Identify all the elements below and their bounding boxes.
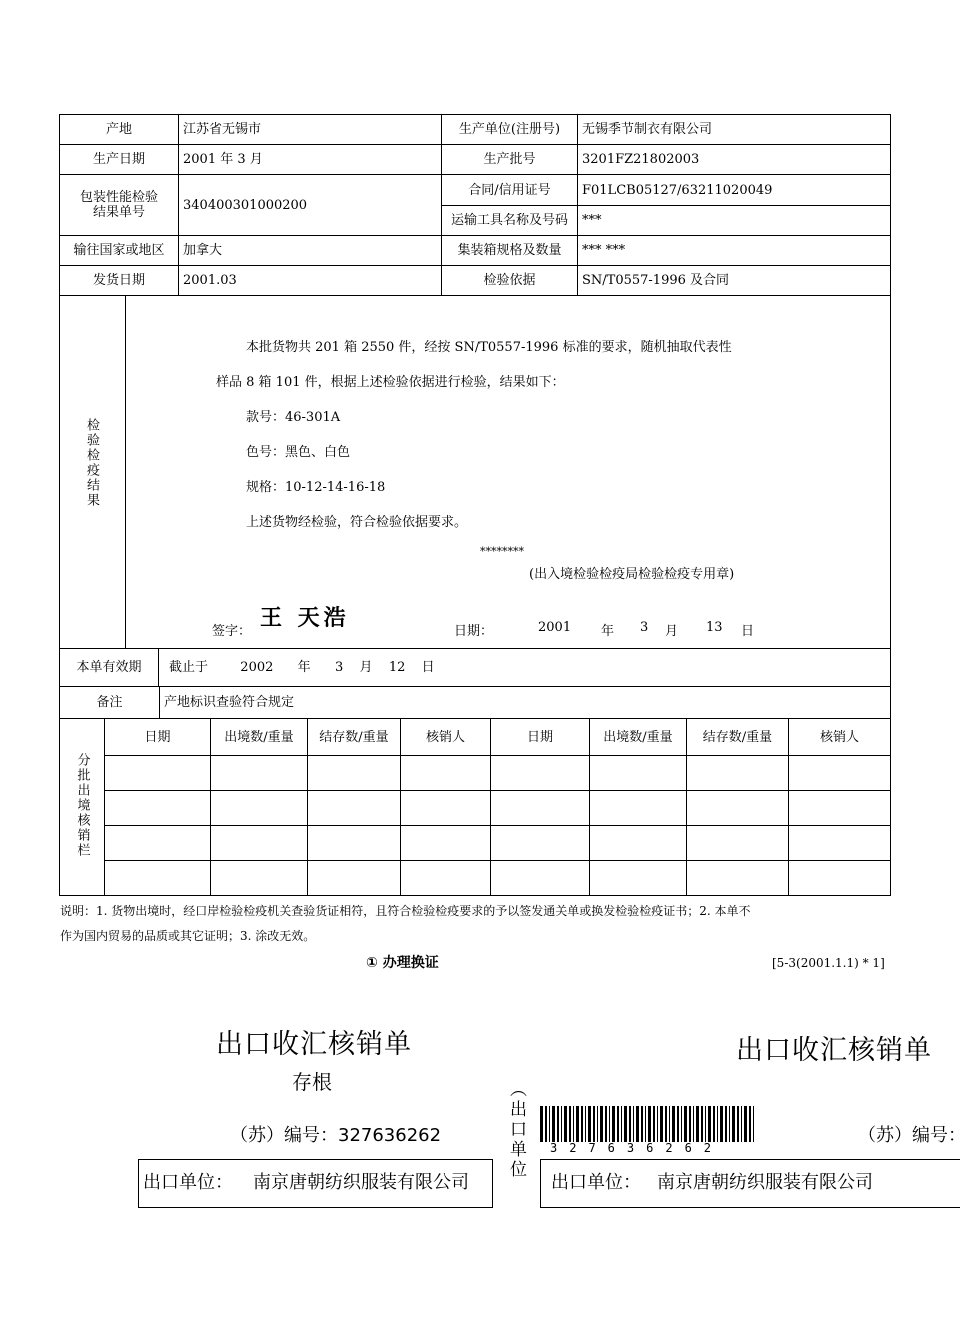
barcode-bar xyxy=(540,1106,543,1142)
dest-label: 输往国家或地区 xyxy=(60,236,179,266)
date-month: 3 xyxy=(640,620,649,635)
barcode-bar xyxy=(696,1106,699,1142)
pkg-label: 包装性能检验结果单号 xyxy=(60,175,179,236)
result-line-4: 色号：黑色、白色 xyxy=(246,445,351,460)
barcode-bar xyxy=(689,1106,691,1142)
barcode-bars xyxy=(540,1106,758,1142)
batch-header-stock-2: 结存数/重量 xyxy=(687,719,789,756)
barcode-bar xyxy=(684,1106,687,1142)
barcode-bar xyxy=(569,1106,571,1142)
barcode-bar xyxy=(588,1106,591,1142)
transport-value: *** xyxy=(578,206,891,236)
barcode-bar xyxy=(665,1106,667,1142)
exporter-box-left xyxy=(138,1159,493,1208)
origin-value: 江苏省无锡市 xyxy=(179,115,442,145)
dest-value: 加拿大 xyxy=(179,236,442,266)
result-label: 检验检疫结果 xyxy=(84,418,99,508)
barcode-bar xyxy=(629,1106,631,1142)
remarks-value: 产地标识查验符合规定 xyxy=(160,687,891,719)
batch-header-officer-2: 核销人 xyxy=(789,719,891,756)
barcode-bar xyxy=(633,1106,634,1142)
voucher-side-text: （出口单位 xyxy=(506,1080,526,1180)
barcode-bar xyxy=(705,1106,706,1142)
barcode-bar xyxy=(576,1106,579,1142)
manufacturer-value: 无锡季节制衣有限公司 xyxy=(578,115,891,145)
result-line-1: 本批货物共 201 箱 2550 件，经按 SN/T0557-1996 标准的要求，随机抽取代表性 xyxy=(246,340,732,355)
barcode-bar xyxy=(720,1106,723,1142)
barcode-bar xyxy=(585,1106,586,1142)
voucher-number-label: （苏）编号： xyxy=(230,1125,338,1146)
barcode-bar xyxy=(593,1106,595,1142)
barcode-bar xyxy=(648,1106,651,1142)
barcode-bar xyxy=(645,1106,646,1142)
remarks-label: 备注 xyxy=(60,687,160,719)
batch-header-stock-1: 结存数/重量 xyxy=(308,719,401,756)
pkg-value: 340400301000200 xyxy=(179,175,442,236)
batch-header-exit-2: 出境数/重量 xyxy=(590,719,687,756)
barcode-bar xyxy=(653,1106,655,1142)
exporter-value: 南京唐朝纺织服装有限公司 xyxy=(253,1172,469,1193)
barcode-bar xyxy=(624,1106,627,1142)
barcode xyxy=(540,1106,758,1156)
contract-value: F01LCB05127/63211020049 xyxy=(578,175,891,206)
barcode-bar xyxy=(741,1106,742,1142)
validity-prefix: 截止于 xyxy=(169,660,209,675)
table-row xyxy=(60,791,891,826)
exporter-box-right xyxy=(540,1159,960,1208)
barcode-bar xyxy=(552,1106,555,1142)
voucher-number-value: 327636262 xyxy=(338,1125,442,1146)
voucher-title-left: 出口收汇核销单 xyxy=(216,1029,412,1060)
result-line-6: 上述货物经检验，符合检验依据要求。 xyxy=(246,515,468,530)
barcode-bar xyxy=(693,1106,694,1142)
stars: ******** xyxy=(480,545,524,558)
barcode-bar xyxy=(600,1106,603,1142)
barcode-bar xyxy=(749,1106,751,1142)
validity-year-char: 年 xyxy=(297,660,311,675)
barcode-bar xyxy=(657,1106,658,1142)
contract-label: 合同/信用证号 xyxy=(442,175,578,206)
form-code: [5-3(2001.1.1) * 1] xyxy=(772,956,885,970)
result-divider xyxy=(125,296,126,649)
basis-value: SN/T0557-1996 及合同 xyxy=(578,266,891,296)
batch-header-officer-1: 核销人 xyxy=(401,719,491,756)
date-year: 2001 xyxy=(538,620,572,635)
barcode-bar xyxy=(597,1106,598,1142)
table-row xyxy=(60,826,891,861)
barcode-bar xyxy=(701,1106,703,1142)
barcode-bar xyxy=(708,1106,711,1142)
barcode-bar xyxy=(605,1106,607,1142)
barcode-bar xyxy=(545,1106,547,1142)
barcode-bar xyxy=(737,1106,739,1142)
batch-exit-label: 分批出境核销栏 xyxy=(60,719,105,896)
month-char: 月 xyxy=(665,624,679,639)
batch-value: 3201FZ21802003 xyxy=(578,145,891,175)
note-line-2: 作为国内贸易的品质或其它证明；3. 涂改无效。 xyxy=(60,929,316,943)
result-line-5: 规格：10-12-14-16-18 xyxy=(246,480,386,495)
barcode-digits: 327636262 xyxy=(550,1141,724,1155)
certificate-table xyxy=(59,114,891,296)
seal-text: (出入境检验检疫局检验检疫专用章) xyxy=(529,567,735,582)
barcode-bar xyxy=(561,1106,562,1142)
table-row xyxy=(60,756,891,791)
voucher-number-left xyxy=(230,1121,441,1147)
barcode-bar xyxy=(725,1106,727,1142)
validity-month-char: 月 xyxy=(359,660,373,675)
exporter-label: 出口单位： xyxy=(143,1172,233,1193)
barcode-bar xyxy=(753,1106,754,1142)
barcode-bar xyxy=(660,1106,663,1142)
barcode-bar xyxy=(717,1106,718,1142)
prod-date-value: 2001 年 3 月 xyxy=(179,145,442,175)
basis-label: 检验依据 xyxy=(442,266,578,296)
exporter-label-right: 出口单位： xyxy=(551,1172,641,1193)
barcode-bar xyxy=(609,1106,610,1142)
ship-date-label: 发货日期 xyxy=(60,266,179,296)
container-label: 集装箱规格及数量 xyxy=(442,236,578,266)
prod-date-label: 生产日期 xyxy=(60,145,179,175)
validity-label: 本单有效期 xyxy=(60,649,159,687)
signature: 王 天浩 xyxy=(260,606,350,631)
barcode-bar xyxy=(713,1106,715,1142)
voucher-number-right: （苏）编号： xyxy=(858,1125,966,1146)
barcode-bar xyxy=(669,1106,670,1142)
batch-label: 生产批号 xyxy=(442,145,578,175)
validity-month: 3 xyxy=(334,660,344,675)
note-line-1: 说明：1. 货物出境时，经口岸检验检疫机关查验货证相符，且符合检验检疫要求的予以签发通关单或换发检验检疫证书；2. 本单不 xyxy=(60,904,751,918)
day-char: 日 xyxy=(741,624,755,639)
date-label: 日期： xyxy=(454,624,494,639)
barcode-bar xyxy=(732,1106,735,1142)
barcode-bar xyxy=(612,1106,615,1142)
validity-day-char: 日 xyxy=(421,660,435,675)
barcode-bar xyxy=(573,1106,574,1142)
batch-header-date-2: 日期 xyxy=(491,719,590,756)
batch-header-date-1: 日期 xyxy=(105,719,211,756)
exporter-value-right: 南京唐朝纺织服装有限公司 xyxy=(657,1172,873,1193)
table-row xyxy=(60,861,891,896)
batch-exit-table xyxy=(59,718,891,896)
circle-label: ① 办理换证 xyxy=(366,955,439,971)
validity-table xyxy=(59,648,891,687)
origin-label: 产地 xyxy=(60,115,179,145)
barcode-bar xyxy=(744,1106,747,1142)
barcode-bar xyxy=(636,1106,639,1142)
container-value: *** *** xyxy=(578,236,891,266)
barcode-bar xyxy=(641,1106,643,1142)
year-char: 年 xyxy=(601,624,615,639)
validity-day: 12 xyxy=(388,660,406,675)
barcode-bar xyxy=(581,1106,583,1142)
voucher-stub-label: 存根 xyxy=(292,1070,332,1094)
date-day: 13 xyxy=(706,620,723,635)
validity-year: 2002 xyxy=(240,660,274,675)
sign-label: 签字： xyxy=(212,624,252,639)
voucher-title-right: 出口收汇核销单 xyxy=(736,1035,932,1066)
result-line-2: 样品 8 箱 101 件，根据上述检验依据进行检验，结果如下： xyxy=(216,375,565,390)
ship-date-value: 2001.03 xyxy=(179,266,442,296)
barcode-bar xyxy=(672,1106,675,1142)
transport-label: 运输工具名称及号码 xyxy=(442,206,578,236)
remarks-table xyxy=(59,686,891,719)
barcode-bar xyxy=(617,1106,619,1142)
batch-header-exit-1: 出境数/重量 xyxy=(211,719,308,756)
barcode-bar xyxy=(557,1106,559,1142)
manufacturer-label: 生产单位(注册号) xyxy=(442,115,578,145)
barcode-bar xyxy=(677,1106,679,1142)
barcode-bar xyxy=(729,1106,730,1142)
validity-value xyxy=(159,649,891,687)
barcode-bar xyxy=(549,1106,550,1142)
barcode-bar xyxy=(621,1106,622,1142)
barcode-bar xyxy=(564,1106,567,1142)
barcode-bar xyxy=(681,1106,682,1142)
result-line-3: 款号：46-301A xyxy=(246,410,341,425)
